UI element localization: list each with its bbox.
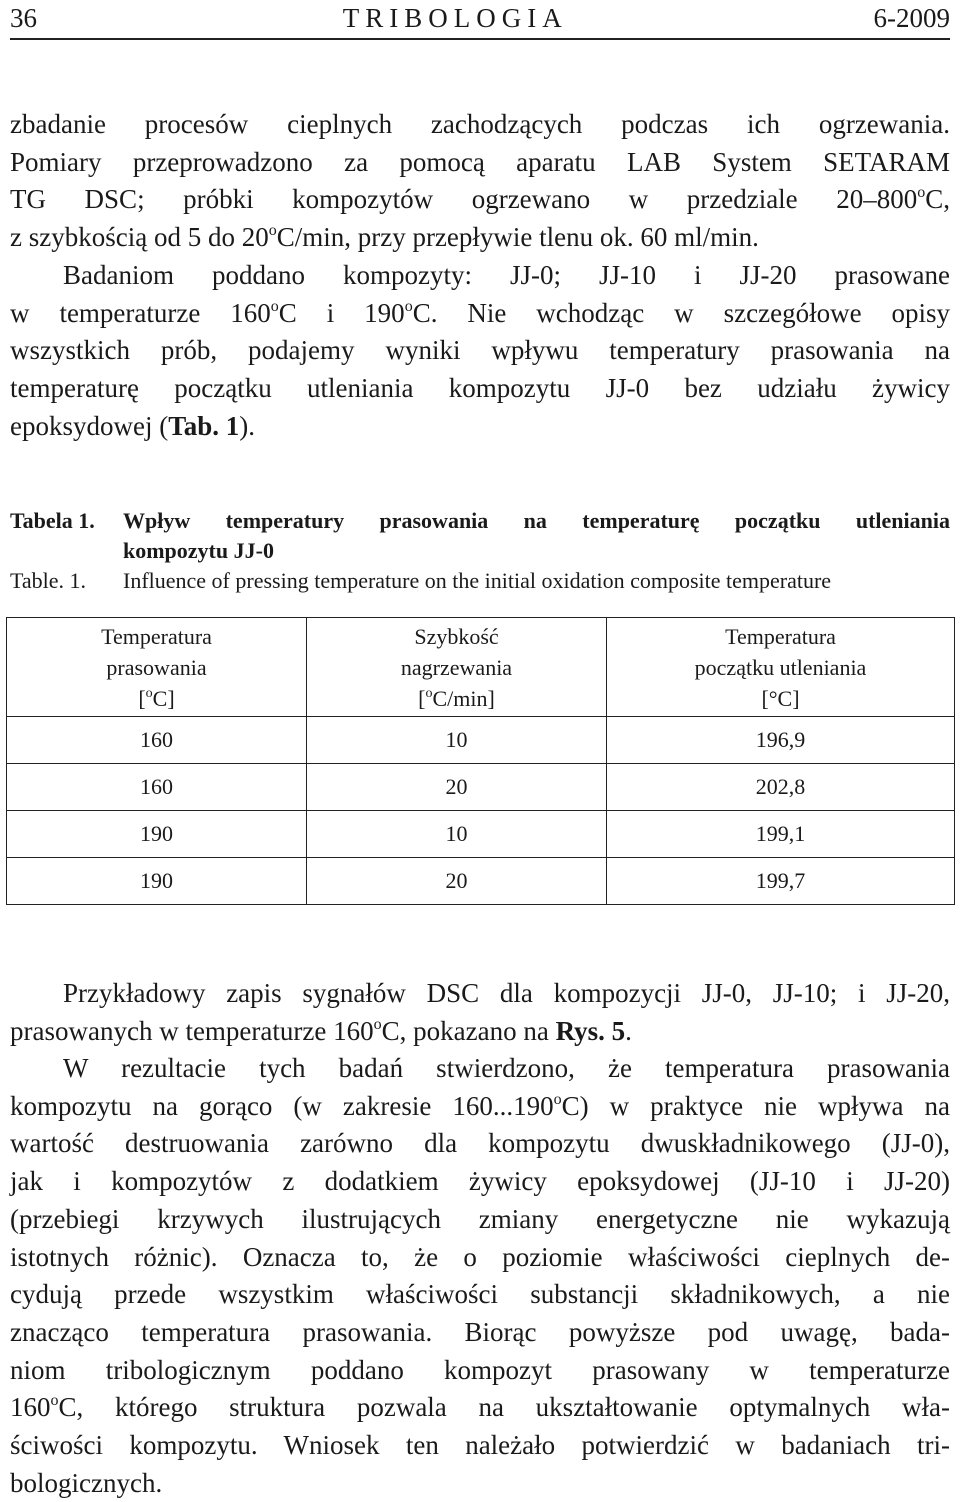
table-row	[7, 717, 955, 764]
table-cell: 199,7	[607, 858, 955, 905]
table-caption	[10, 506, 950, 596]
journal-title: TRIBOLOGIA	[342, 3, 568, 33]
text-line: kompozytu na gorąco (w zakresie 160...190$^o$C) w praktyce nie wpływa na	[10, 1090, 950, 1121]
table-cell: 10	[307, 717, 607, 764]
text-line: temperaturę początku utleniania kompozytu JJ-0 bez udziału żywicy	[10, 372, 950, 403]
figure-reference: Rys. 5	[555, 1015, 626, 1046]
table-header-row	[7, 618, 955, 717]
text-line: zbadanie procesów cieplnych zachodzących podczas ich ogrzewania.	[10, 109, 950, 139]
text-line: znacząco temperatura prasowania. Biorąc powyższe pod uwagę, bada-	[10, 1316, 950, 1347]
text-line: 160$^o$C, którego struktura pozwala na ukształtowanie optymalnych wła-	[10, 1392, 950, 1423]
caption-text-pl: Wpływ temperatury prasowania na temperaturę początku utleniania	[123, 508, 950, 533]
table-cell: 202,8	[607, 764, 955, 811]
text-line: epoksydowej (Tab. 1).	[10, 410, 256, 441]
table-cell: 199,1	[607, 811, 955, 858]
table-cell: 160	[7, 764, 307, 811]
table-cell: 10	[307, 811, 607, 858]
text-line: prasowanych w temperaturze 160$^o$C, pokazano na Rys. 5.	[10, 1015, 632, 1046]
table-cell: 190	[7, 811, 307, 858]
text-line: wartość destruowania zarówno dla kompozytu dwuskładnikowego (JJ-0),	[10, 1128, 950, 1159]
table-row	[7, 764, 955, 811]
caption-polish	[10, 506, 950, 536]
table-cell: 190	[7, 858, 307, 905]
paragraph-1	[10, 106, 950, 445]
text-line: w temperaturze 160$^o$C i 190$^o$C. Nie wchodząc w szczegółowe opisy	[10, 297, 950, 328]
page-number: 36	[10, 3, 37, 33]
text-line: jak i kompozytów z dodatkiem żywicy epoksydowej (JJ-10 i JJ-20)	[10, 1166, 950, 1197]
text-line: (przebiegi krzywych ilustrujących zmiany energetyczne nie wykazują	[10, 1203, 950, 1234]
caption-english	[10, 566, 950, 596]
caption-spacer	[10, 536, 123, 566]
text-line: W rezultacie tych badań stwierdzono, że temperatura prasowania	[63, 1053, 950, 1083]
caption-polish-cont	[10, 536, 950, 566]
text-line: cydują przede wszystkim właściwości substancji składnikowych, a nie	[10, 1279, 950, 1310]
text-line: Pomiary przeprowadzono za pomocą aparatu LAB System SETARAM	[10, 146, 950, 177]
table-row	[7, 811, 955, 858]
running-header	[10, 0, 950, 40]
data-table	[6, 617, 955, 905]
table-cell: 20	[307, 764, 607, 811]
text-line: ściwości kompozytu. Wniosek ten należało potwierdzić w badaniach tri-	[10, 1430, 950, 1461]
table-row	[7, 858, 955, 905]
table-reference: Tab. 1	[168, 410, 240, 441]
table-cell: 20	[307, 858, 607, 905]
text-line: Przykładowy zapis sygnałów DSC dla kompozycji JJ-0, JJ-10; i JJ-20,	[63, 978, 950, 1008]
text-line: TG DSC; próbki kompozytów ogrzewano w przedziale 20–800$^o$C,	[10, 184, 950, 215]
table-cell: 196,9	[607, 717, 955, 764]
caption-text-pl-2: kompozytu JJ-0	[123, 538, 274, 563]
issue-number: 6-2009	[873, 3, 950, 33]
text-line: niom tribologicznym poddano kompozyt prasowany w temperaturze	[10, 1354, 950, 1385]
text-line: z szybkością od 5 do 20$^o$C/min, przy przepływie tlenu ok. 60 ml/min.	[10, 222, 759, 253]
paragraph-3	[10, 1050, 950, 1502]
column-header: Szybkość nagrzewania [$^o$C/min]	[307, 618, 607, 717]
text-line: Badaniom poddano kompozyty: JJ-0; JJ-10 i JJ-20 prasowane	[63, 259, 950, 290]
text-line: wszystkich prób, podajemy wyniki wpływu temperatury prasowania na	[10, 335, 950, 366]
paragraph-2	[10, 975, 950, 1050]
caption-text-en: Influence of pressing temperature on the initial oxidation composite temperature	[123, 568, 832, 593]
caption-label-en: Table. 1.	[10, 568, 87, 593]
column-header: Temperatura prasowania [$^o$C]	[7, 618, 307, 717]
text-line: istotnych różnic). Oznacza to, że o poziomie właściwości cieplnych de-	[10, 1241, 950, 1272]
caption-label-pl: Tabela 1.	[10, 508, 95, 533]
column-header: Temperatura początku utleniania [°C]	[607, 618, 955, 717]
text-line: bologicznych.	[10, 1467, 163, 1498]
table-cell: 160	[7, 717, 307, 764]
